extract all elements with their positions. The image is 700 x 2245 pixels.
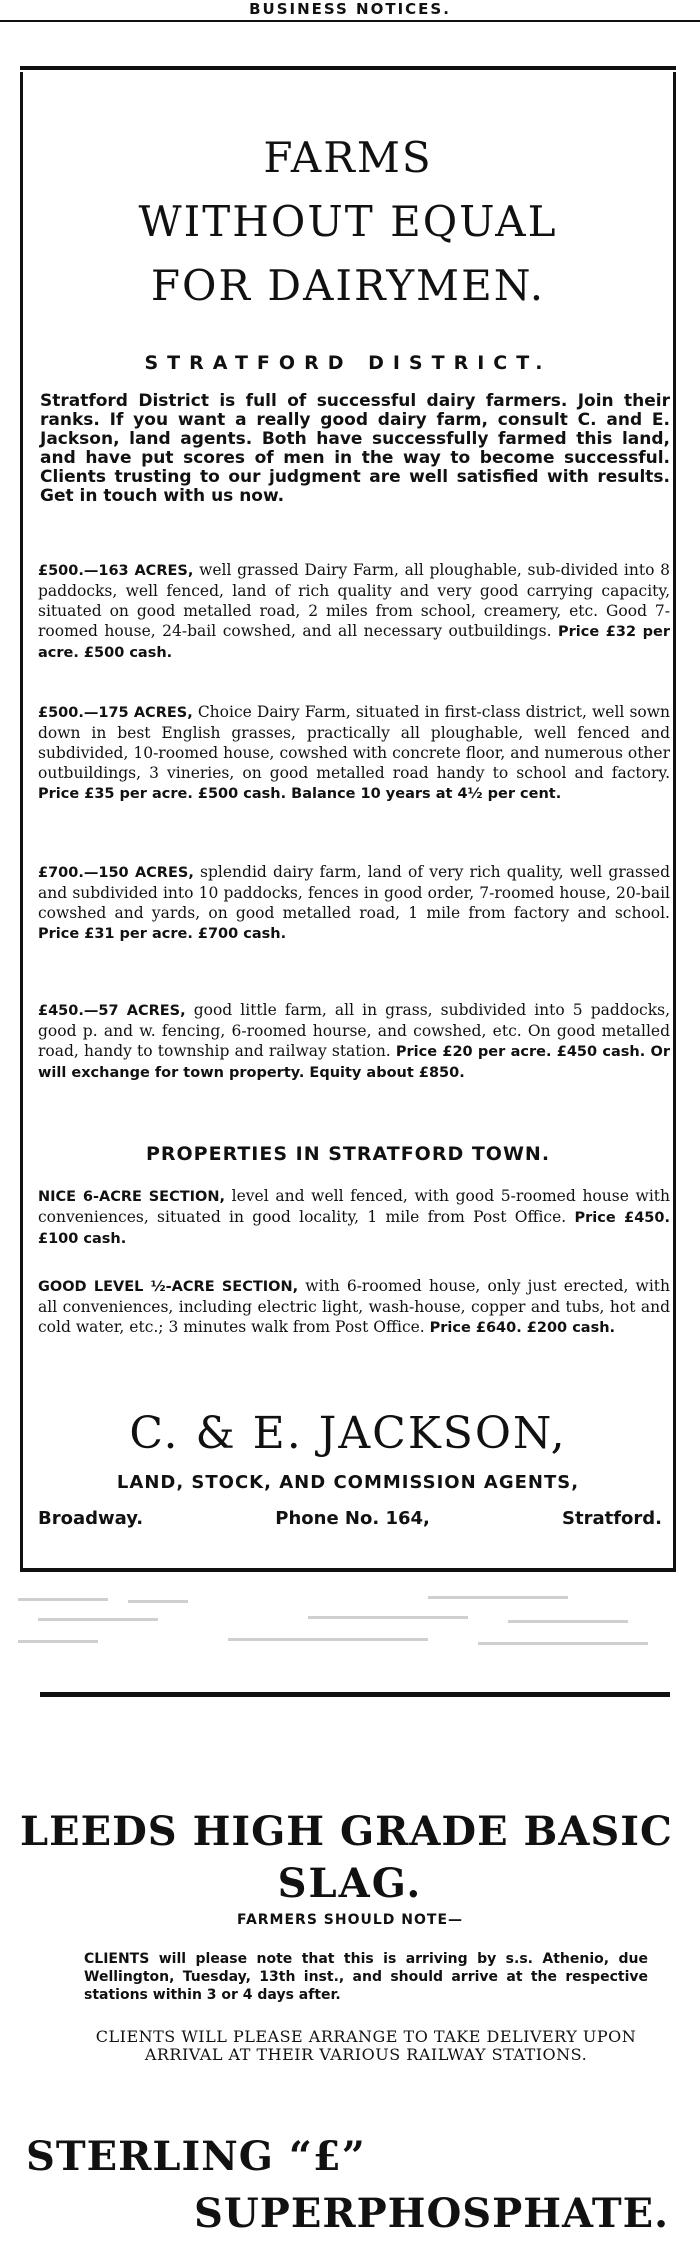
- listing-lead: £500.—175 ACRES,: [38, 705, 193, 721]
- listing-6-acre-section: [38, 1186, 670, 1249]
- listing-150-acres: [38, 862, 670, 944]
- ad1-top-border: [20, 66, 676, 70]
- listing-price: Price £32 per acre. £500 cash.: [38, 624, 670, 661]
- listing-body: with 6-roomed house, only just erected, with all conveniences, including electric light, wash-house, copper and tubs, hot and cold water, etc.; 3 minutes walk from Post Office.: [38, 1277, 670, 1336]
- listing-half-acre-section: [38, 1276, 670, 1338]
- listing-lead: £500.—163 ACRES,: [38, 563, 194, 579]
- header-rule: [0, 20, 700, 22]
- ad1-headline-line-1: FARMS: [263, 133, 433, 182]
- intro-paragraph: Stratford District is full of successful dairy farmers. Join their ranks. If you want a really good dairy farm, consult C. and E. Jackson, land agents. Both have successfully farmed this land, and have put scores of men in the way to become successful. Clients trusting to our judgment are well satisfied with results. Get in touch with us now.: [40, 391, 670, 506]
- listing-body: Choice Dairy Farm, situated in first-class district, well sown down in best English grasses, practically all ploughable, well fenced and subdivided, 10-roomed house, cowshed with concrete floor, and numerous other outbuildings, 3 vineries, on good metalled road handy to school and factory.: [38, 703, 670, 782]
- slag-ad-delivery-note: CLIENTS WILL PLEASE ARRANGE TO TAKE DELIVERY UPON ARRIVAL AT THEIR VARIOUS RAILWAY STATIONS.: [95, 2027, 637, 2064]
- superphosphate-ad-title-line-1: STERLING “£”: [26, 2133, 366, 2180]
- listing-price: Price £450. £100 cash.: [38, 1210, 670, 1247]
- ad1-bottom-border: [20, 1568, 676, 1572]
- listing-price: Price £20 per acre. £450 cash. Or will exchange for town property. Equity about £850.: [38, 1044, 670, 1081]
- listing-price: Price £640. £200 cash.: [429, 1320, 616, 1336]
- listing-price: Price £35 per acre. £500 cash. Balance 10 years at 4½ per cent.: [38, 786, 562, 802]
- address-phone: Phone No. 164,: [275, 1508, 430, 1529]
- listing-175-acres: [38, 702, 670, 804]
- slag-ad-title: LEEDS HIGH GRADE BASIC: [20, 1808, 673, 1855]
- listing-price: Price £31 per acre. £700 cash.: [38, 926, 287, 942]
- superphosphate-ad-title-line-2: SUPERPHOSPHATE.: [194, 2190, 670, 2237]
- listing-163-acres: [38, 560, 670, 663]
- district-heading: STRATFORD DISTRICT.: [144, 352, 552, 374]
- listing-lead: £450.—57 ACRES,: [38, 1003, 186, 1019]
- bleed-through-marks: [8, 1588, 688, 1668]
- listing-body: level and well fenced, with good 5-roomed house with conveniences, situated in good locality, 1 mile from Post Office.: [38, 1187, 670, 1226]
- listing-lead: NICE 6-ACRE SECTION,: [38, 1189, 225, 1205]
- listing-57-acres: [38, 1000, 670, 1083]
- town-properties-heading: PROPERTIES IN STRATFORD TOWN.: [145, 1143, 551, 1165]
- address-street: Broadway.: [38, 1508, 144, 1529]
- bleed-through-texture: [8, 1588, 688, 1668]
- firm-address: [38, 1508, 662, 1529]
- listing-body: well grassed Dairy Farm, all ploughable, sub-divided into 8 paddocks, well fenced, land of rich quality and very good carrying capacity, situated on good metalled road, 2 miles from school, creamery, etc. Good 7-roomed house, 24-bail cowshed, and all necessary outbuildings.: [38, 561, 670, 640]
- address-town: Stratford.: [562, 1508, 662, 1529]
- listing-body: good little farm, all in grass, subdivided into 5 paddocks, good p. and w. fencing, 6-roomed hourse, and cowshed, etc. On good metalled road, handy to township and railway station.: [38, 1001, 670, 1060]
- firm-name: C. & E. JACKSON,: [129, 1408, 567, 1459]
- listing-body: splendid dairy farm, land of very rich quality, well grassed and subdivided into 10 paddocks, fences in good order, 7-roomed house, 20-bail cowshed and yards, on good metalled road, 1 mile from factory and school.: [38, 863, 670, 922]
- listing-lead: £700.—150 ACRES,: [38, 865, 194, 881]
- ad-separator-rule: [40, 1692, 670, 1697]
- firm-description: LAND, STOCK, AND COMMISSION AGENTS,: [116, 1472, 580, 1493]
- slag-ad-arrival-note: CLIENTS will please note that this is arriving by s.s. Athenio, due Wellington, Tuesday, 13th inst., and should arrive at the respective stations within 3 or 4 days after.: [84, 1951, 648, 2003]
- listing-lead: GOOD LEVEL ½-ACRE SECTION,: [38, 1279, 299, 1295]
- slag-ad-title-line-2: SLAG.: [277, 1860, 423, 1907]
- ad1-headline-line-2: WITHOUT EQUAL: [138, 197, 558, 246]
- ad1-headline-line-3: FOR DAIRYMEN.: [150, 261, 546, 310]
- section-title: BUSINESS NOTICES.: [249, 0, 451, 18]
- slag-ad-subtitle: FARMERS SHOULD NOTE—: [236, 1912, 464, 1928]
